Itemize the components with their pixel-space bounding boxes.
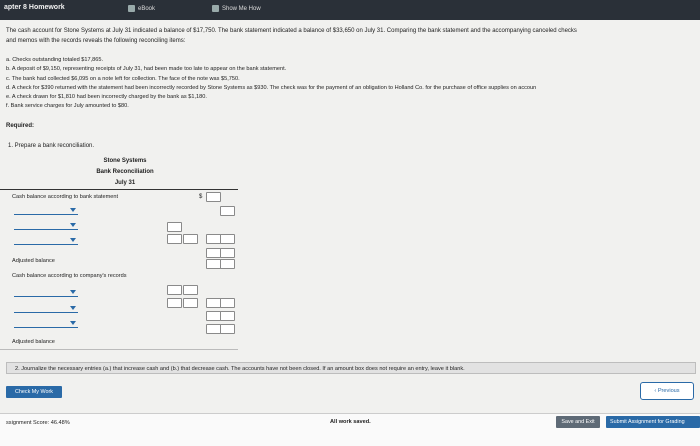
chevron-down-icon [70,238,76,242]
submit-assignment-button[interactable]: Submit Assignment for Grading [606,416,700,428]
company-name: Stone Systems [103,158,147,164]
play-icon [212,5,219,12]
reconciling-item-dropdown[interactable] [14,220,78,230]
bank-balance-amount-field[interactable] [206,192,221,202]
chevron-left-icon: ‹ [654,388,658,394]
footer-bar [0,413,700,446]
save-status: All work saved. [330,419,371,425]
show-me-how-button[interactable]: Show Me How [212,5,261,12]
chevron-down-icon [70,306,76,310]
reconciling-item-dropdown[interactable] [14,205,78,215]
amount-field[interactable] [220,311,235,321]
amount-field[interactable] [220,234,235,244]
adjusted-balance-1-label: Adjusted balance [12,258,55,264]
adjusted-balance-1-amount-field[interactable] [206,259,221,269]
check-my-work-button[interactable]: Check My Work [6,386,62,398]
statement-date: July 31 [114,180,136,186]
amount-field[interactable] [183,234,198,244]
list-item: f. Bank service charges for July amounted to $80. [6,103,129,110]
amount-field[interactable] [206,234,221,244]
reconciling-item-dropdown[interactable] [14,235,78,245]
chevron-down-icon [70,208,76,212]
statement-title: Bank Reconciliation [96,169,154,175]
amount-field[interactable] [206,324,221,334]
reconciling-item-dropdown[interactable] [14,318,78,328]
question-2-bar[interactable]: 2. Journalize the necessary entries (a.) that increase cash and (b.) that decrease cash. The accounts have not been closed. If an amount box does not require an entry, leave it blank. [6,362,696,374]
assignment-score: ssignment Score: 46.48% [6,420,70,426]
reconciling-item-dropdown[interactable] [14,287,78,297]
list-item: d. A check for $390 returned with the statement had been incorrectly recorded by Stone Systems as $930. The check was for the payment of an obligation to Holland Co. for the purchase of office supplies on accoun [6,84,537,91]
list-item: c. The bank had collected $6,095 on a note left for collection. The face of the note was $5,750. [6,75,240,82]
reconciling-items-list [6,56,696,112]
question-1-label: 1. Prepare a bank reconciliation. [8,143,95,149]
list-item: e. A check drawn for $1,810 had been incorrectly charged by the bank as $1,180. [6,94,207,101]
required-label: Required: [6,123,35,129]
amount-field[interactable] [206,248,221,258]
amount-field[interactable] [206,298,221,308]
assignment-title: apter 8 Homework [4,4,65,11]
reconciling-item-dropdown[interactable] [14,303,78,313]
ebook-button[interactable]: eBook [128,5,155,12]
problem-intro: The cash account for Stone Systems at July 31 indicated a balance of $17,750. The bank statement indicated a balance of $33,650 on July 31. Comparing the bank statement and the accompanying canceled checks and memos with the records reveals the following reconciling items: [6,28,577,44]
row-divider [0,349,238,350]
chevron-down-icon [70,290,76,294]
previous-button[interactable]: ‹ Previous [640,382,694,400]
list-item: a. Checks outstanding totaled $17,865. [6,57,104,63]
adjusted-balance-2-label: Adjusted balance [12,339,55,345]
chevron-down-icon [70,321,76,325]
save-and-exit-button[interactable]: Save and Exit [556,416,600,428]
amount-field[interactable] [167,234,182,244]
header-rule [0,189,238,190]
amount-field[interactable] [167,298,182,308]
amount-field[interactable] [183,285,198,295]
amount-field[interactable] [206,311,221,321]
top-bar [0,0,700,20]
amount-field[interactable] [183,298,198,308]
amount-field[interactable] [167,285,182,295]
book-icon [128,5,135,12]
amount-field[interactable] [220,298,235,308]
amount-field[interactable] [220,259,235,269]
chevron-down-icon [70,223,76,227]
amount-field[interactable] [220,324,235,334]
amount-field[interactable] [220,248,235,258]
amount-field[interactable] [167,222,182,232]
bank-balance-label: Cash balance according to bank statement [12,194,119,200]
list-item: b. A deposit of $9,150, representing receipts of July 31, had been made too late to appear on the bank statement. [6,66,287,73]
company-balance-label: Cash balance according to company's records [12,273,127,279]
dollar-sign: $ [199,194,203,200]
amount-field[interactable] [220,206,235,216]
